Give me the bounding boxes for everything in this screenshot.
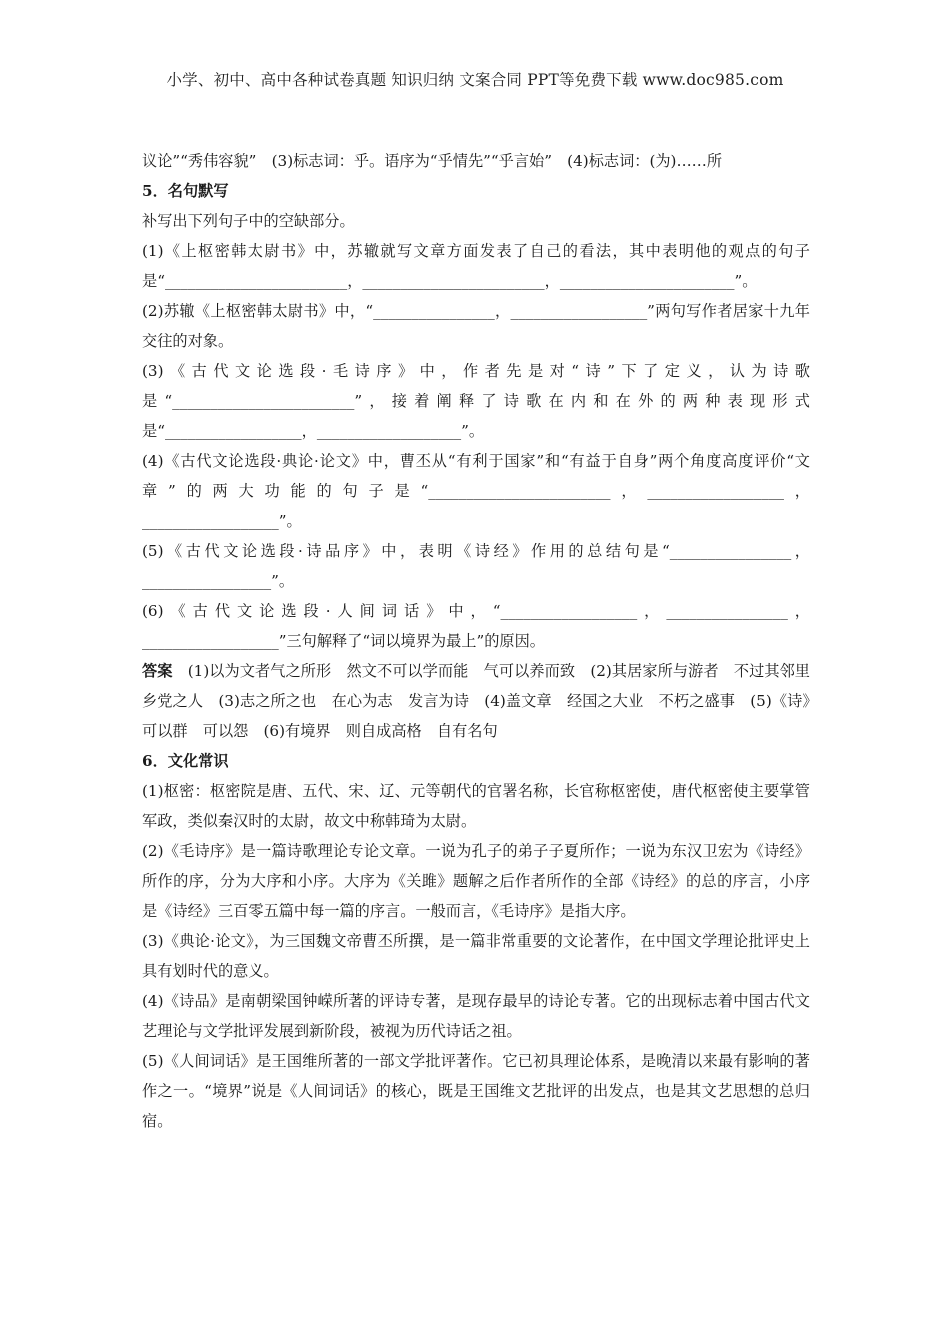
question-3: (3)《古代文论选段·毛诗序》中，作者先是对“诗”下了定义，认为诗歌是“________________________”，接着阐释了诗歌在内和在外的两种表现形式是“__________________，___________________”。 [142,362,810,440]
paragraph-continuation: 议论”“秀伟容貌” (3)标志词：乎。语序为“乎情先”“乎言始” (4)标志词：(为)……所 [142,152,723,170]
question-1: (1)《上枢密韩太尉书》中，苏辙就写文章方面发表了自己的看法，其中表明他的观点的句子是“________________________，________________________，_______________________”。 [142,242,810,290]
section-title-culture: 6．文化常识 [142,752,229,770]
question-2: (2)苏辙《上枢密韩太尉书》中，“________________，__________________”两句写作者居家十九年交往的对象。 [142,302,810,350]
culture-item-5: (5)《人间词话》是王国维所著的一部文学批评著作。它已初具理论体系，是晚清以来最有影响的著作之一。“境界”说是《人间词话》的核心，既是王国维文艺批评的出发点，也是其文艺思想的总归宿。 [142,1052,810,1130]
document-body [142,146,810,1136]
culture-item-2: (2)《毛诗序》是一篇诗歌理论专论文章。一说为孔子的弟子子夏所作；一说为东汉卫宏为《诗经》所作的序，分为大序和小序。大序为《关雎》题解之后作者所作的全部《诗经》的总的序言，小序是《诗经》三百零五篇中每一篇的序言。一般而言，《毛诗序》是指大序。 [142,842,810,920]
instruction-text: 补写出下列句子中的空缺部分。 [142,212,355,230]
answer-label: 答案 [142,662,173,680]
culture-item-3: (3)《典论·论文》，为三国魏文帝曹丕所撰，是一篇非常重要的文论著作，在中国文学理论批评史上具有划时代的意义。 [142,932,810,980]
section-title-famous-lines: 5．名句默写 [142,182,229,200]
culture-item-1: (1)枢密：枢密院是唐、五代、宋、辽、元等朝代的官署名称，长官称枢密使，唐代枢密使主要掌管军政，类似秦汉时的太尉，故文中称韩琦为太尉。 [142,782,810,830]
answer-paragraph [142,656,810,746]
question-4: (4)《古代文论选段·典论·论文》中，曹丕从“有利于国家”和“有益于自身”两个角度高度评价“文章”的两大功能的句子是“________________________，__________________，__________________”。 [142,452,810,530]
question-5: (5)《古代文论选段·诗品序》中，表明《诗经》作用的总结句是“________________，_________________”。 [142,542,810,590]
page-header: 小学、初中、高中各种试卷真题 知识归纳 文案合同 PPT等免费下载 www.doc985.com [166,71,784,89]
question-6: (6)《古代文论选段·人间词话》中，“__________________，________________，__________________”三句解释了“词以境界为最上”的原因。 [142,602,810,650]
culture-item-4: (4)《诗品》是南朝梁国钟嵘所著的评诗专著，是现存最早的诗论专著。它的出现标志着中国古代文艺理论与文学批评发展到新阶段，被视为历代诗话之祖。 [142,992,810,1040]
answer-text: (1)以为文者气之所形 然文不可以学而能 气可以养而致 (2)其居家所与游者 不过其邻里乡党之人 (3)志之所之也 在心为志 发言为诗 (4)盖文章 经国之大业 不朽之盛事 (5)《诗》可以群 可以怨 (6)有境界 则自成高格 自有名句 [142,662,810,740]
